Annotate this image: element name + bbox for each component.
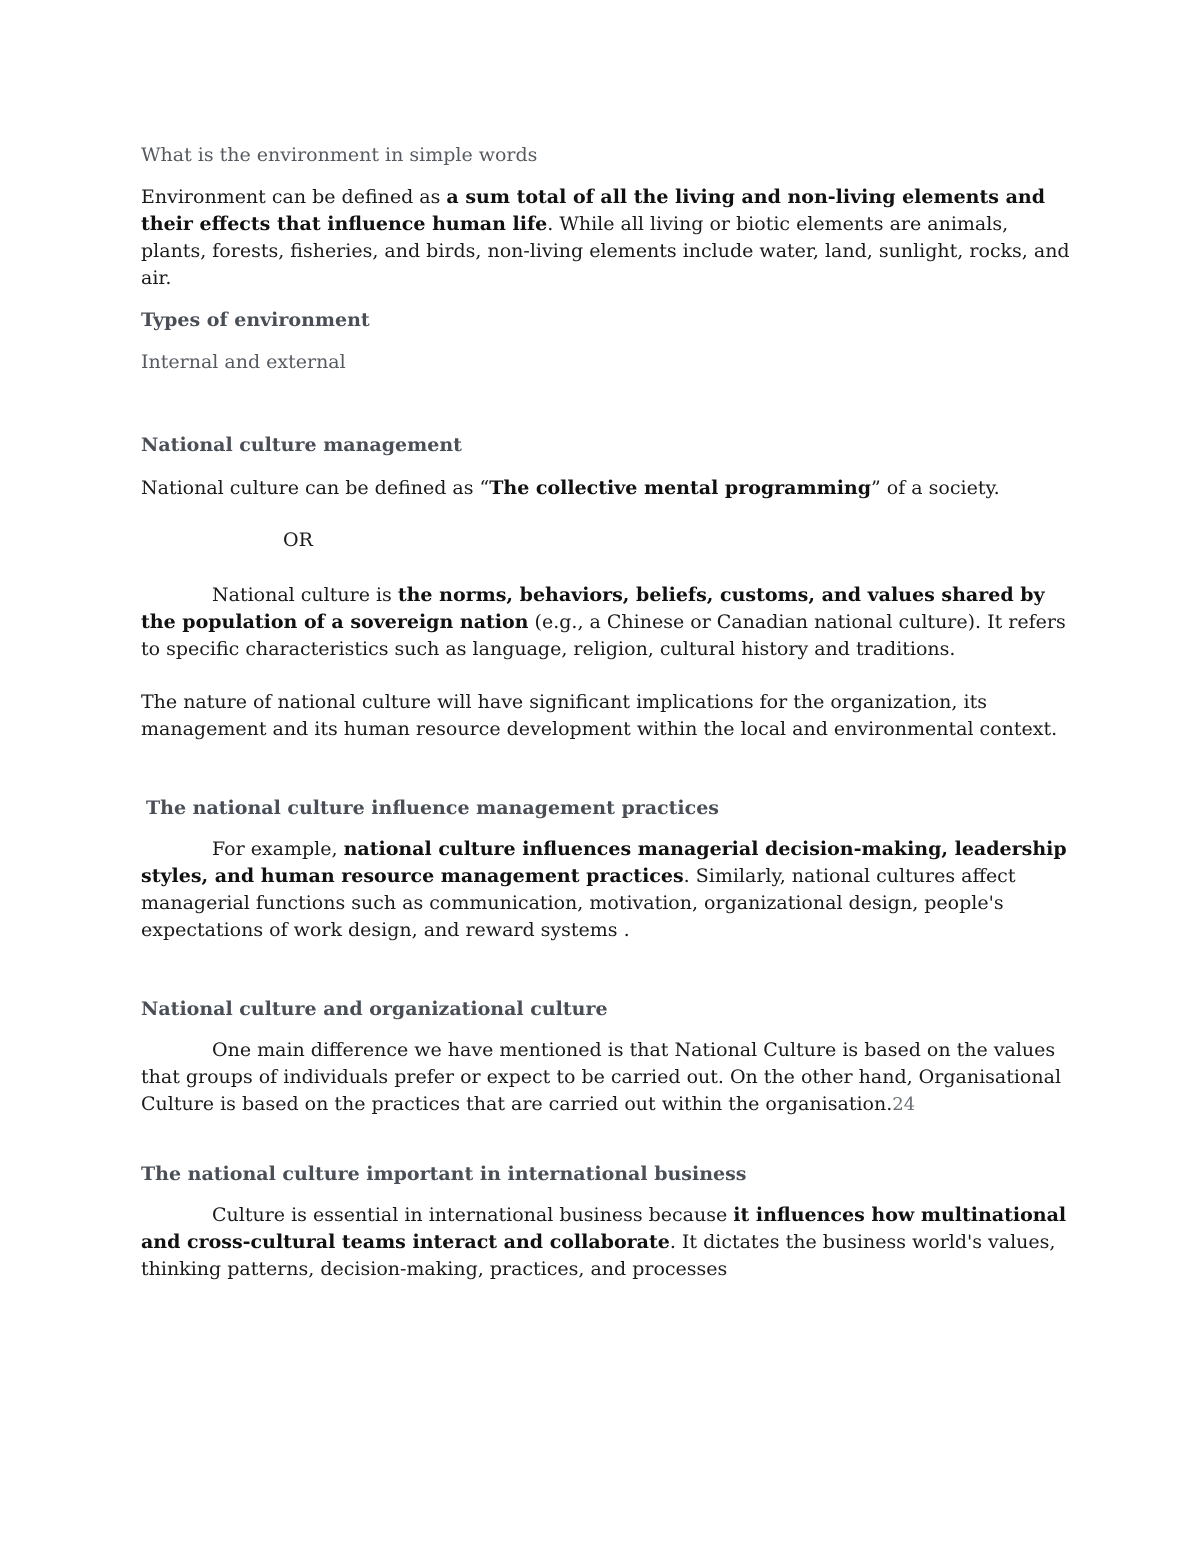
intl-paragraph-post: . It dictates the business world's values, thinking patterns, decision-making, practices, and processes [141, 1231, 1056, 1280]
types-text: Internal and external [141, 351, 346, 373]
or-text: OR [283, 529, 313, 551]
intl-paragraph-bold: it influences how multinational and cross-cultural teams interact and collaborate [141, 1204, 1067, 1253]
nature-paragraph: The nature of national culture will have significant implications for the organization, its management and its human resource development within the local and environmental context. [141, 691, 1058, 740]
types-heading: Types of environment [141, 309, 370, 331]
org-paragraph-ref: 24 [892, 1094, 916, 1115]
influence-paragraph-pre: For example, [212, 838, 344, 860]
environment-definition [141, 184, 1071, 292]
intl-paragraph-pre: Culture is essential in international business because [212, 1204, 734, 1226]
environment-definition-bold: a sum total of all the living and non-living elements and their effects that influence human life [141, 186, 1045, 235]
org-paragraph [141, 1037, 1071, 1118]
environment-definition-pre: Environment can be defined as [141, 186, 447, 208]
org-paragraph-text: One main difference we have mentioned is that National Culture is based on the values that groups of individuals prefer or expect to be carried out. On the other hand, Organisational Culture is based on the practices that are carried out within the organisation. [141, 1039, 1062, 1115]
ncm-definition [141, 475, 1071, 502]
ncm-definition-2-bold: the norms, behaviors, beliefs, customs, and values shared by the population of a sovereign nation [141, 584, 1045, 633]
ncm-definition-post: ” of a society. [871, 477, 1000, 499]
ncm-heading: National culture management [141, 434, 462, 456]
influence-heading: The national culture influence management practices [146, 797, 719, 819]
ncm-definition-bold: The collective mental programming [489, 477, 872, 499]
intl-paragraph [141, 1202, 1071, 1283]
ncm-definition-2-pre: National culture is [212, 584, 398, 606]
ncm-definition-2-post: (e.g., a Chinese or Canadian national culture). It refers to specific characteristics such as language, religion, cultural history and traditions. [141, 611, 1066, 660]
ncm-definition-pre: National culture can be defined as “ [141, 477, 490, 499]
intl-heading: The national culture important in international business [141, 1163, 747, 1185]
ncm-definition-2 [141, 582, 1071, 663]
org-heading: National culture and organizational culture [141, 998, 608, 1020]
environment-definition-post: . While all living or biotic elements are animals, plants, forests, fisheries, and birds, non-living elements include water, land, sunlight, rocks, and air. [141, 213, 1070, 289]
influence-paragraph-bold: national culture influences managerial decision-making, leadership styles, and human resource management practices [141, 838, 1067, 887]
influence-paragraph-post: . Similarly, national cultures affect managerial functions such as communication, motivation, organizational design, people's expectations of work design, and reward systems . [141, 865, 1016, 941]
influence-paragraph [141, 836, 1071, 944]
question-title: What is the environment in simple words [141, 144, 538, 166]
